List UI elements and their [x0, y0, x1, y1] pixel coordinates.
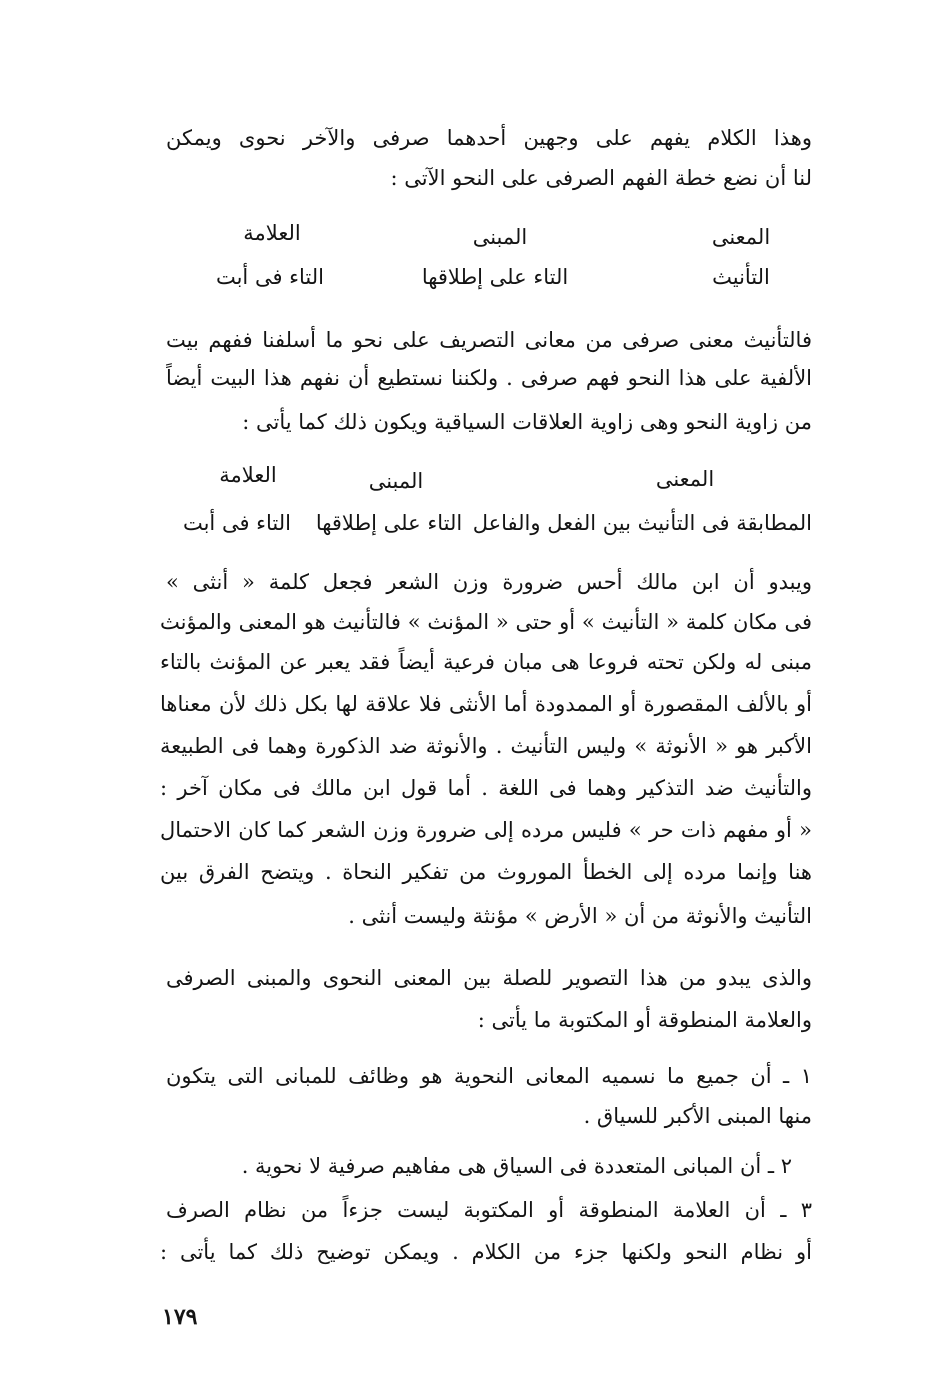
list-item-1-line-2: منها المبنى الأكبر للسياق . [583, 1104, 812, 1128]
paragraph-2-line-3: من زاوية النحو وهى زاوية العلاقات السياقية ويكون ذلك كما يأتى : [242, 410, 812, 434]
table-2-cell-meaning: المطابقة فى التأنيث بين الفعل والفاعل [472, 511, 812, 535]
table-2-cell-sign: التاء فى أبت [182, 511, 292, 535]
paragraph-1-line-2: لنا أن نضع خطة الفهم الصرفى على النحو الآتى : [390, 166, 812, 190]
paragraph-3-line-8: هنا وإنما مرده إلى الخطأ الموروث من تفكير النحاة . ويتضح الفرق بين [160, 860, 812, 884]
paragraph-3-line-4: أو بالألف المقصورة أو الممدودة أما الأنثى فلا علاقة لها بكل ذلك لأن معناها [160, 692, 812, 716]
list-item-3-line-1: ٣ ـ أن العلامة المنطوقة أو المكتوبة ليست جزءاً من نظام الصرف [166, 1198, 812, 1222]
table-1-header-sign: العلامة [243, 221, 301, 245]
paragraph-3-line-6: والتأنيث ضد التذكير وهما فى اللغة . أما قول ابن مالك فى مكان آخر : [160, 776, 812, 800]
table-2-header-meaning: المعنى [655, 467, 715, 491]
table-2-header-sign: العلامة [219, 463, 277, 487]
table-1-header-form: المبنى [472, 225, 528, 249]
paragraph-3-line-7: « أو مفهم ذات حر » فليس مرده إلى ضرورة وزن الشعر كما كان الاحتمال [160, 818, 812, 842]
table-2-cell-form: التاء على إطلاقها [315, 511, 463, 535]
page-number: ١٧٩ [162, 1304, 198, 1330]
paragraph-1-line-1: وهذا الكلام يفهم على وجهين أحدهما صرفى والآخر نحوى ويمكن [166, 126, 812, 150]
paragraph-3-line-1: ويبدو أن ابن مالك أحس ضرورة وزن الشعر فجعل كلمة « أنثى » [166, 570, 812, 594]
paragraph-3-line-9: التأنيث والأنوثة من أن « الأرض » مؤنثة وليست أنثى . [348, 904, 812, 928]
paragraph-3-line-5: الأكبر هو « الأنوثة » وليس التأنيث . والأنوثة ضد الذكورة وهما فى الطبيعة [160, 734, 812, 758]
paragraph-2-line-1: فالتأنيث معنى صرفى من معانى التصريف على نحو ما أسلفنا ففهم بيت [166, 328, 812, 352]
list-item-3-line-2: أو نظام النحو ولكنها جزء من الكلام . ويمكن توضيح ذلك كما يأتى : [160, 1240, 812, 1264]
paragraph-3-line-3: مبنى له ولكن تحته فروعا هى مبان فرعية أيضاً فقد يعبر عن المؤنث بالتاء [160, 650, 812, 674]
list-item-1-line-1: ١ ـ أن جميع ما نسميه المعانى النحوية هو وظائف للمبانى التى يتكون [166, 1064, 812, 1088]
table-2-header-form: المبنى [368, 469, 424, 493]
paragraph-3-line-2: فى مكان كلمة « التأنيث » أو حتى « المؤنث » فالتأنيث هو المعنى والمؤنث [160, 610, 812, 634]
list-item-2-line-1: ٢ ـ أن المبانى المتعددة فى السياق هى مفاهيم صرفية لا نحوية . [241, 1154, 792, 1178]
table-1-cell-form: التاء على إطلاقها [421, 265, 569, 289]
paragraph-4-line-1: والذى يبدو من هذا التصوير للصلة بين المعنى النحوى والمبنى الصرفى [166, 966, 812, 990]
table-1-header-meaning: المعنى [711, 225, 771, 249]
paragraph-2-line-2: الألفية على هذا النحو فهم صرفى . ولكننا نستطيع أن نفهم هذا البيت أيضاً [166, 366, 812, 390]
paragraph-4-line-2: والعلامة المنطوقة أو المكتوبة ما يأتى : [477, 1008, 812, 1032]
table-1-cell-sign: التاء فى أبت [215, 265, 325, 289]
table-1-cell-meaning: التأنيث [712, 265, 770, 289]
